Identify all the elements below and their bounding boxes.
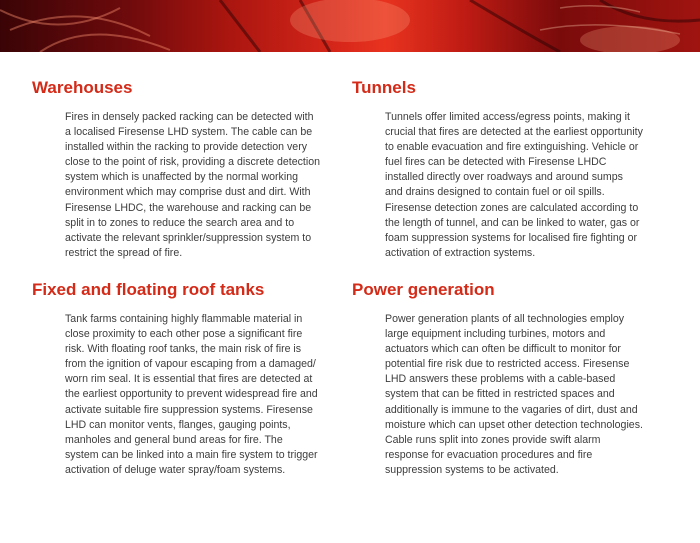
- industrial-photo-icon: [0, 0, 700, 52]
- tunnels-body: Tunnels offer limited access/egress points, making it crucial that fires are detected at the earliest opportunity to enable evacuation and fire extinguishing. Vehicle or fuel fires can be detected with Firesense LHDC installed directly over roadways and around sumps and drains designed to contain fuel or oil spills. Firesense detection zones are calculated according to the length of tunnel, and can be linked to water, gas or foam suppression systems for localised fire fighting or activation of extraction systems.: [385, 111, 643, 259]
- warehouses-body: Fires in densely packed racking can be detected with a localised Firesense LHD system. The cable can be installed within the racking to provide detection very close to the point of risk, providing a discrete detection system which is unaffected by the normal working environment which may comprise dust and dirt. With Firesense LHDC, the warehouse and racking can be split in to zones to reduce the search area and to activate the relevant sprinkler/suppression system to restrict the spread of fire.: [65, 111, 320, 259]
- section-warehouses: [32, 78, 332, 259]
- section-tunnels: [352, 78, 652, 259]
- section-power-generation: [352, 280, 652, 476]
- section-roof-tanks: [32, 280, 332, 476]
- power-generation-body: Power generation plants of all technologies employ large equipment including turbines, motors and actuators which can often be difficult to monitor for potential fire risk due to restricted access. Firesense LHD answers these problems with a cable-based system that can be fitted in restricted spaces and additionally is immune to the vagaries of dirt, dust and moisture which can upset other detection technologies. Cable runs split into zones provide swift alarm response for evacuation procedures and fire suppression systems to be activated.: [385, 313, 643, 476]
- header-photo-banner: [0, 0, 700, 52]
- roof-tanks-body: Tank farms containing highly flammable material in close proximity to each other pose a significant fire risk. With floating roof tanks, the main risk of fire is from the ignition of vapour escaping from a damaged/ worn rim seal. It is essential that fires are detected at the earliest opportunity to prevent widespread fire and activate suitable fire suppression systems. Firesense LHD can monitor vents, flanges, gauging points, manholes and general bund areas for fire. The system can be linked into a main fire system to trigger activation of deluge water spray/foam systems.: [65, 313, 318, 476]
- warehouses-heading: Warehouses: [32, 78, 133, 97]
- roof-tanks-heading: Fixed and floating roof tanks: [32, 280, 265, 299]
- power-generation-heading: Power generation: [352, 280, 495, 299]
- tunnels-heading: Tunnels: [352, 78, 416, 97]
